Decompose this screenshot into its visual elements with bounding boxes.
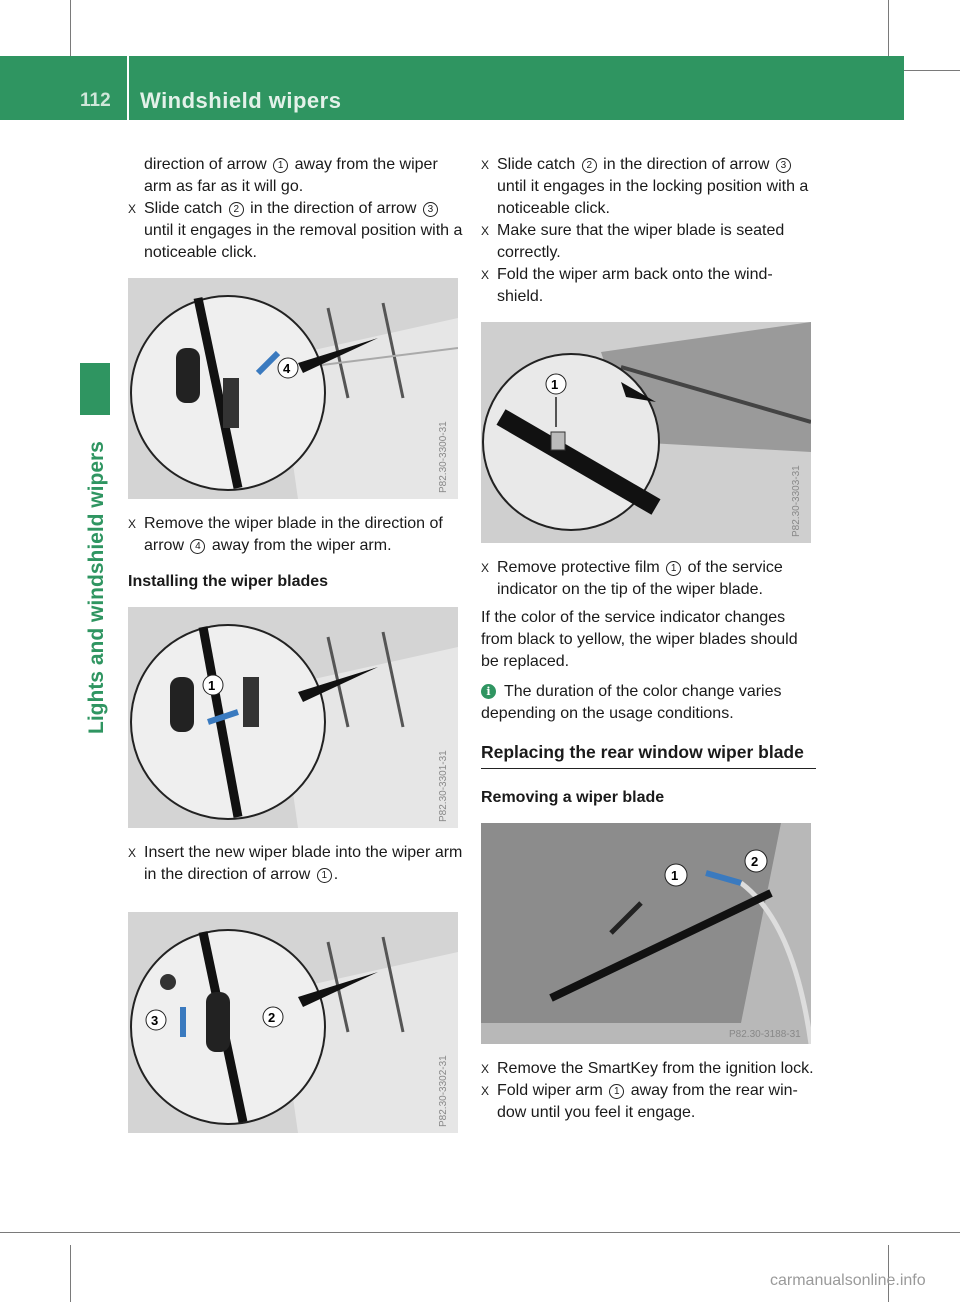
figure-code: P82.30-3301-31	[438, 750, 449, 822]
step-arrow-icon: X	[128, 846, 137, 860]
callout-number: 1	[666, 561, 681, 576]
page-title: Windshield wipers	[140, 88, 342, 113]
header-divider	[127, 56, 129, 120]
side-tab-marker	[80, 363, 110, 415]
callout-number: 2	[229, 202, 244, 217]
step-insert-blade: X Insert the new wiper blade into the wiper arm in the direction of arrow 1 .	[128, 844, 463, 883]
figure-callout: 2	[268, 1010, 276, 1025]
step-fold-back: X Fold the wiper arm back onto the wind-shield.	[481, 266, 773, 305]
step-remove-film: X Remove protective film 1 of the service indicator on the tip of the wiper blade.	[481, 559, 783, 598]
figure-callout: 2	[751, 854, 759, 869]
step-arrow-icon: X	[481, 224, 490, 238]
step-slide-catch-lock: X Slide catch 2 in the direction of arrow 3 until it engages in the locking position with a noticeable click.	[481, 156, 809, 217]
figure-code: P82.30-3302-31	[438, 1055, 449, 1127]
step-arrow-icon: X	[481, 158, 490, 172]
step-remove-blade: X Remove the wiper blade in the direction of arrow 4 away from the wiper arm.	[128, 515, 443, 554]
right-column	[481, 154, 816, 1124]
figure-callout: 4	[283, 361, 291, 376]
subheading-removing: Removing a wiper blade	[481, 789, 665, 806]
page-number: 112	[80, 90, 111, 111]
figure-code: P82.30-3303-31	[791, 465, 802, 537]
paragraph-color-change: If the color of the service indicator changes from black to yellow, the wiper blades should be replaced.	[481, 609, 798, 670]
figure-service-indicator	[481, 322, 811, 543]
watermark-text: carmanualsonline.info	[770, 1272, 926, 1289]
callout-number: 3	[423, 202, 438, 217]
crop-mark	[888, 0, 889, 60]
figure-rear-wiper	[481, 823, 811, 1044]
info-note: i The duration of the color change varies depending on the usage conditions.	[481, 683, 782, 722]
side-tab-label: Lights and windshield wipers	[85, 441, 108, 735]
figure-wiper-install	[128, 607, 458, 828]
callout-number: 1	[273, 158, 288, 173]
continued-text: direction of arrow 1 away from the wiper arm as far as it will go.	[144, 156, 438, 195]
step-arrow-icon: X	[481, 268, 490, 282]
crop-mark	[70, 0, 71, 60]
callout-number: 3	[776, 158, 791, 173]
figure-callout: 3	[151, 1013, 159, 1028]
section-heading-rear-wiper: Replacing the rear window wiper blade	[481, 741, 816, 769]
figure-code: P82.30-3188-31	[729, 1029, 801, 1040]
callout-number: 1	[317, 868, 332, 883]
figure-callout: 1	[551, 377, 559, 392]
step-fold-rear-arm: X Fold wiper arm 1 away from the rear win-dow until you feel it engage.	[481, 1082, 798, 1121]
callout-number: 2	[582, 158, 597, 173]
step-slide-catch-removal: X Slide catch 2 in the direction of arrow 3 until it engages in the removal position with a noticeable click.	[128, 200, 463, 261]
figure-wiper-removal	[128, 278, 458, 499]
info-icon: i	[481, 684, 496, 699]
left-column	[128, 154, 463, 1133]
step-arrow-icon: X	[481, 561, 490, 575]
figure-callout: 1	[671, 868, 679, 883]
callout-number: 1	[609, 1084, 624, 1099]
step-remove-smartkey: X Remove the SmartKey from the ignition lock.	[481, 1058, 816, 1080]
callout-number: 4	[190, 539, 205, 554]
figure-callout: 1	[208, 678, 216, 693]
step-arrow-icon: X	[481, 1084, 490, 1098]
crop-mark	[0, 1232, 960, 1233]
step-arrow-icon: X	[128, 202, 137, 216]
header-bar	[0, 56, 904, 120]
figure-code: P82.30-3300-31	[438, 421, 449, 493]
crop-mark	[70, 1245, 71, 1302]
step-check-seated: X Make sure that the wiper blade is seated correctly.	[481, 222, 785, 261]
subheading-installing: Installing the wiper blades	[128, 573, 329, 590]
step-arrow-icon: X	[481, 1062, 490, 1076]
step-arrow-icon: X	[128, 517, 137, 531]
figure-wiper-lock	[128, 912, 458, 1133]
